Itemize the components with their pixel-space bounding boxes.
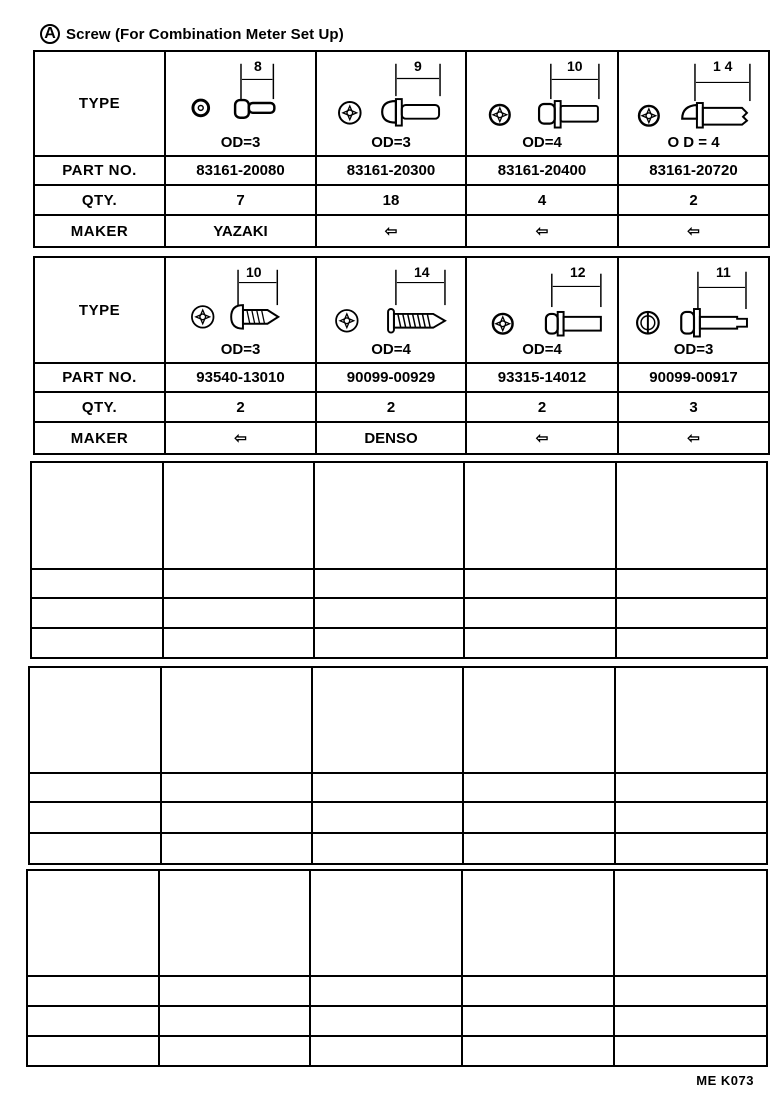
empty-cell [314, 598, 464, 628]
quantity: 4 [466, 185, 618, 215]
empty-cell [163, 598, 314, 628]
row-label-type: TYPE [34, 51, 165, 156]
length-dimension: 14 [414, 264, 430, 280]
same-as-left-arrow-icon: ⇦ [466, 215, 618, 247]
empty-cell [462, 1036, 614, 1066]
empty-cell [614, 976, 767, 1006]
parts-table-1 [33, 50, 770, 248]
row-label-part-no: PART NO. [34, 363, 165, 392]
empty-cell [314, 628, 464, 658]
outer-diameter: OD=3 [220, 134, 261, 151]
part-number: 83161-20720 [618, 156, 769, 185]
empty-cell [310, 1036, 462, 1066]
length-dimension: 12 [570, 264, 586, 280]
empty-cell [312, 833, 463, 864]
empty-cell [29, 833, 161, 864]
section-title-text: Screw (For Combination Meter Set Up) [66, 25, 344, 43]
part-number: 90099-00929 [316, 363, 466, 392]
empty-cell [464, 569, 616, 598]
empty-cell [159, 976, 310, 1006]
empty-parts-table-3 [30, 461, 768, 659]
empty-cell [310, 870, 462, 976]
empty-cell [159, 1006, 310, 1036]
same-as-left-arrow-icon: ⇦ [618, 422, 769, 454]
empty-cell [464, 598, 616, 628]
length-dimension: 10 [567, 58, 583, 74]
row-label-qty: QTY. [34, 185, 165, 215]
maker: YAZAKI [165, 215, 316, 247]
empty-cell [31, 598, 163, 628]
empty-cell [161, 802, 312, 833]
empty-cell [462, 1006, 614, 1036]
quantity: 2 [466, 392, 618, 422]
empty-cell [31, 628, 163, 658]
outer-diameter: OD=3 [220, 341, 261, 358]
empty-cell [615, 833, 767, 864]
empty-cell [159, 1036, 310, 1066]
same-as-left-arrow-icon: ⇦ [165, 422, 316, 454]
empty-cell [161, 667, 312, 773]
empty-cell [614, 1006, 767, 1036]
empty-cell [314, 569, 464, 598]
outer-diameter: OD=4 [522, 134, 562, 151]
empty-cell [29, 802, 161, 833]
empty-cell [163, 462, 314, 569]
length-dimension: 1 4 [713, 58, 733, 74]
type-cell [466, 257, 618, 363]
outer-diameter: OD=4 [371, 341, 411, 358]
empty-cell [161, 773, 312, 802]
empty-cell [31, 569, 163, 598]
empty-cell [163, 569, 314, 598]
outer-diameter: OD=3 [673, 341, 714, 358]
part-number: 83161-20080 [165, 156, 316, 185]
type-cell [165, 51, 316, 156]
same-as-left-arrow-icon: ⇦ [316, 215, 466, 247]
part-number: 93315-14012 [466, 363, 618, 392]
empty-cell [616, 462, 767, 569]
quantity: 2 [316, 392, 466, 422]
empty-cell [462, 870, 614, 976]
quantity: 7 [165, 185, 316, 215]
empty-cell [29, 773, 161, 802]
empty-cell [463, 773, 615, 802]
row-label-part-no: PART NO. [34, 156, 165, 185]
empty-cell [310, 1006, 462, 1036]
empty-cell [31, 462, 163, 569]
empty-cell [27, 1036, 159, 1066]
empty-parts-table-5 [26, 869, 768, 1067]
part-number: 83161-20300 [316, 156, 466, 185]
empty-cell [310, 976, 462, 1006]
type-cell [618, 257, 769, 363]
empty-cell [312, 802, 463, 833]
row-label-qty: QTY. [34, 392, 165, 422]
empty-cell [464, 462, 616, 569]
row-label-maker: MAKER [34, 215, 165, 247]
part-number: 83161-20400 [466, 156, 618, 185]
length-dimension: 9 [414, 58, 422, 74]
length-dimension: 8 [254, 58, 262, 74]
part-number: 90099-00917 [618, 363, 769, 392]
empty-cell [463, 802, 615, 833]
maker: DENSO [316, 422, 466, 454]
type-cell [165, 257, 316, 363]
empty-cell [159, 870, 310, 976]
empty-cell [616, 628, 767, 658]
empty-cell [163, 628, 314, 658]
same-as-left-arrow-icon: ⇦ [618, 215, 769, 247]
part-number: 93540-13010 [165, 363, 316, 392]
section-marker-icon: A [40, 24, 60, 44]
empty-cell [616, 569, 767, 598]
outer-diameter: OD=3 [371, 134, 411, 151]
empty-cell [29, 667, 161, 773]
empty-cell [314, 462, 464, 569]
section-title [40, 20, 344, 48]
empty-cell [614, 870, 767, 976]
empty-parts-table-4 [28, 666, 768, 865]
empty-cell [614, 1036, 767, 1066]
empty-cell [615, 667, 767, 773]
empty-cell [616, 598, 767, 628]
same-as-left-arrow-icon: ⇦ [466, 422, 618, 454]
type-cell [618, 51, 769, 156]
empty-cell [464, 628, 616, 658]
outer-diameter: O D = 4 [667, 134, 720, 151]
empty-cell [27, 870, 159, 976]
empty-cell [615, 802, 767, 833]
type-cell [316, 257, 466, 363]
empty-cell [463, 667, 615, 773]
length-dimension: 10 [246, 264, 262, 280]
type-cell [466, 51, 618, 156]
empty-cell [312, 667, 463, 773]
empty-cell [615, 773, 767, 802]
quantity: 2 [618, 185, 769, 215]
length-dimension: 11 [716, 264, 731, 280]
empty-cell [312, 773, 463, 802]
quantity: 3 [618, 392, 769, 422]
empty-cell [161, 833, 312, 864]
empty-cell [463, 833, 615, 864]
empty-cell [27, 976, 159, 1006]
quantity: 2 [165, 392, 316, 422]
outer-diameter: OD=4 [522, 341, 562, 358]
type-cell [316, 51, 466, 156]
empty-cell [27, 1006, 159, 1036]
parts-table-2 [33, 256, 770, 455]
page-code: ME K073 [696, 1073, 754, 1088]
row-label-type: TYPE [34, 257, 165, 363]
quantity: 18 [316, 185, 466, 215]
empty-cell [462, 976, 614, 1006]
row-label-maker: MAKER [34, 422, 165, 454]
